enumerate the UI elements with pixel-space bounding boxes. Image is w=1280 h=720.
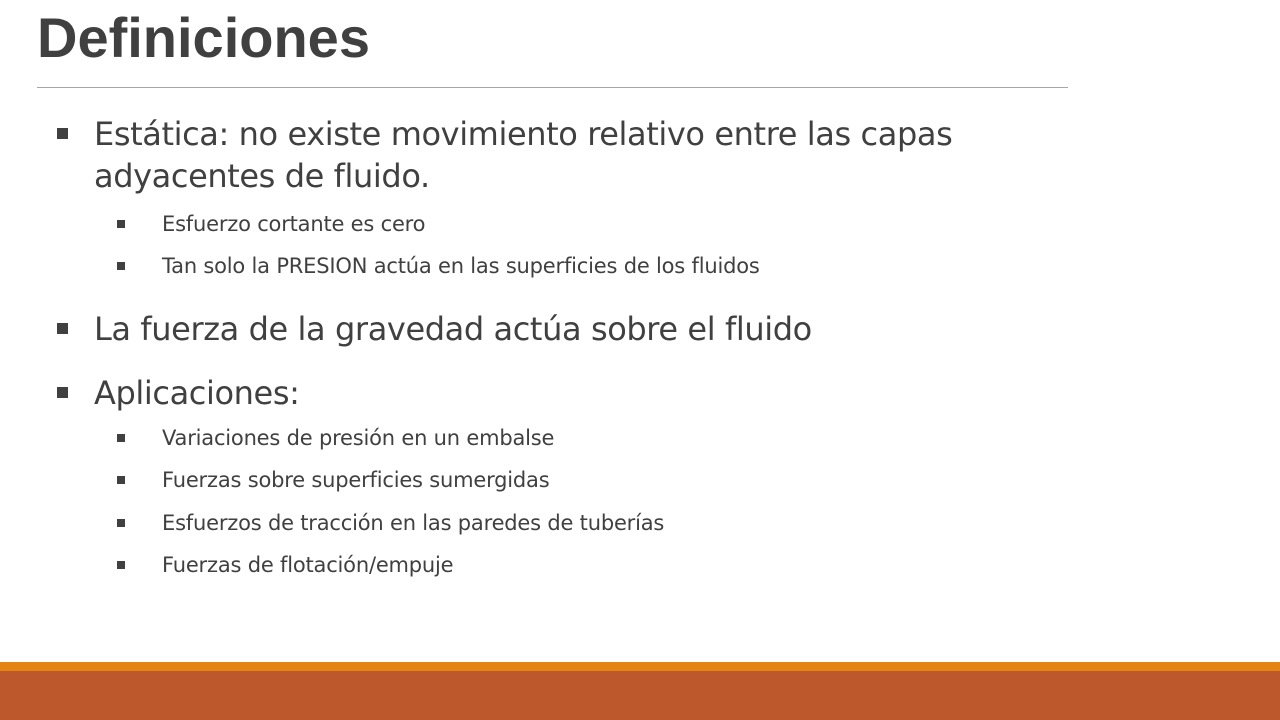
sub-bullet-text: Esfuerzos de tracción en las paredes de tuberías — [162, 511, 665, 535]
sub-bullet-text: Fuerzas de flotación/empuje — [162, 553, 454, 577]
sub-bullet-item — [117, 550, 1017, 580]
square-bullet-icon — [117, 220, 125, 228]
footer-bar — [0, 671, 1280, 720]
sub-bullet-text: Esfuerzo cortante es cero — [162, 212, 426, 236]
square-bullet-icon — [117, 262, 125, 270]
sub-bullet-item — [117, 209, 1017, 239]
square-bullet-icon — [57, 323, 68, 334]
bullet-text: Aplicaciones: — [94, 374, 300, 412]
sub-bullet-text: Fuerzas sobre superficies sumergidas — [162, 468, 550, 492]
slide-title: Definiciones — [37, 6, 370, 69]
square-bullet-icon — [117, 434, 125, 442]
square-bullet-icon — [117, 561, 125, 569]
sub-bullet-item — [117, 423, 1017, 453]
sub-bullet-item — [117, 465, 1017, 495]
sub-bullet-item — [117, 508, 1017, 538]
square-bullet-icon — [117, 476, 125, 484]
footer-accent-stripe — [0, 662, 1280, 671]
sub-bullet-item — [117, 251, 1017, 281]
sub-bullet-text: Variaciones de presión en un embalse — [162, 426, 555, 450]
sub-bullet-text: Tan solo la PRESION actúa en las superficies de los fluidos — [162, 254, 760, 278]
bullet-text: La fuerza de la gravedad actúa sobre el fluido — [94, 310, 812, 348]
bullet-item-gravedad — [57, 308, 1047, 350]
square-bullet-icon — [57, 387, 68, 398]
square-bullet-icon — [57, 128, 68, 139]
square-bullet-icon — [117, 519, 125, 527]
bullet-item-aplicaciones — [57, 372, 1047, 414]
bullet-text: Estática: no existe movimiento relativo entre las capas adyacentes de fluido. — [94, 115, 953, 195]
bullet-item-estatica — [57, 113, 1047, 197]
